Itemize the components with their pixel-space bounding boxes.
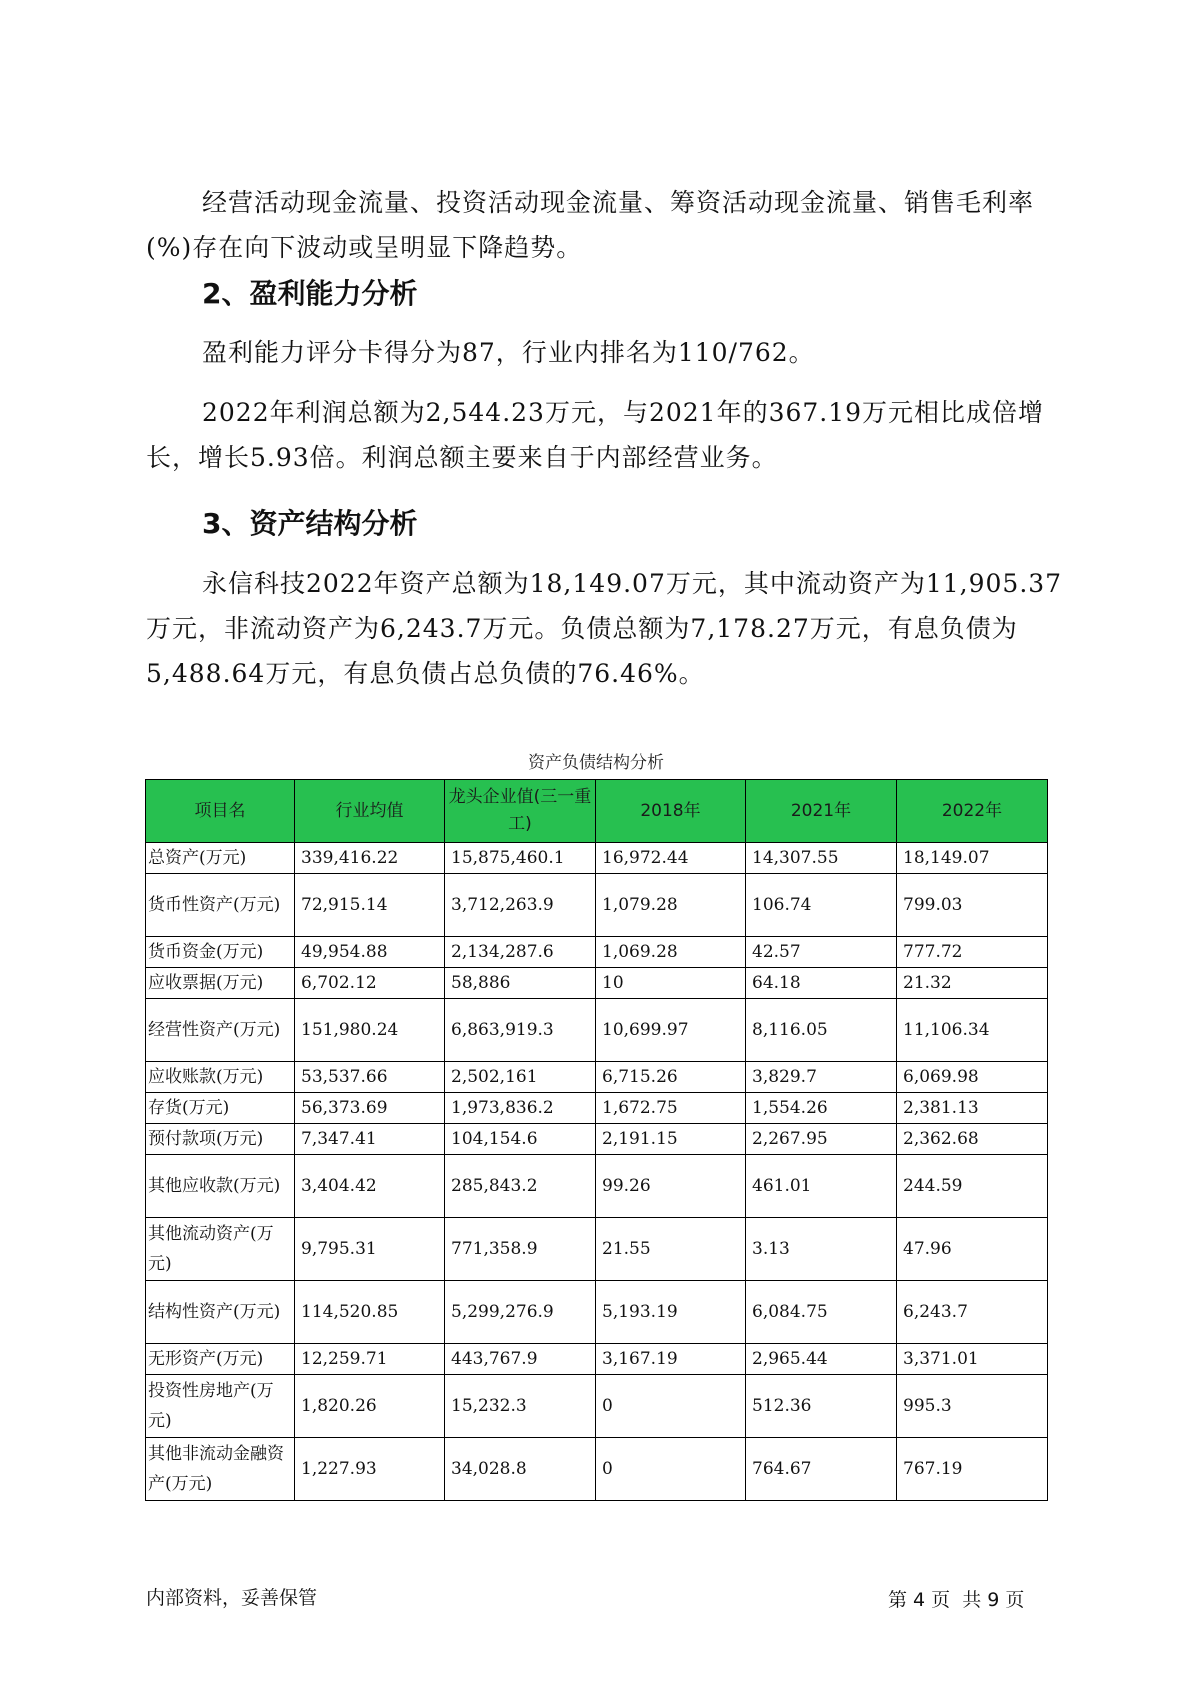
row-label: 其他流动资产(万元)	[146, 1218, 295, 1281]
table-row	[146, 1218, 1048, 1281]
cell-value: 0	[596, 1375, 746, 1438]
cell-value: 47.96	[897, 1218, 1048, 1281]
cell-value: 11,106.34	[897, 999, 1048, 1062]
row-label: 应收账款(万元)	[146, 1062, 295, 1093]
paragraph-score-text: 盈利能力评分卡得分为87，行业内排名为110/762。	[202, 338, 815, 367]
cell-value: 7,347.41	[295, 1124, 445, 1155]
cell-value: 1,672.75	[596, 1093, 746, 1124]
cell-value: 56,373.69	[295, 1093, 445, 1124]
cell-value: 15,232.3	[445, 1375, 596, 1438]
table-row	[146, 1093, 1048, 1124]
cell-value: 106.74	[746, 874, 897, 937]
table-row	[146, 1281, 1048, 1344]
cell-value: 12,259.71	[295, 1344, 445, 1375]
cell-value: 34,028.8	[445, 1438, 596, 1501]
cell-value: 767.19	[897, 1438, 1048, 1501]
table-row	[146, 1062, 1048, 1093]
table-caption: 资产负债结构分析	[528, 753, 664, 773]
cell-value: 1,079.28	[596, 874, 746, 937]
cell-value: 5,193.19	[596, 1281, 746, 1344]
row-label: 货币性资产(万元)	[146, 874, 295, 937]
table-row	[146, 999, 1048, 1062]
paragraph-cashflow-text: 经营活动现金流量、投资活动现金流量、筹资活动现金流量、销售毛利率(%)存在向下波动或呈明显下降趋势。	[146, 188, 1035, 262]
cell-value: 1,973,836.2	[445, 1093, 596, 1124]
cell-value: 58,886	[445, 968, 596, 999]
paragraph-assets	[146, 561, 1066, 696]
section-heading-profitability: 2、盈利能力分析	[202, 277, 418, 310]
footer-confidential-note: 内部资料，妥善保管	[146, 1587, 318, 1609]
cell-value: 14,307.55	[746, 843, 897, 874]
cell-value: 5,299,276.9	[445, 1281, 596, 1344]
cell-value: 777.72	[897, 937, 1048, 968]
cell-value: 16,972.44	[596, 843, 746, 874]
paragraph-profit	[146, 390, 1066, 480]
cell-value: 3.13	[746, 1218, 897, 1281]
cell-value: 72,915.14	[295, 874, 445, 937]
table-row	[146, 968, 1048, 999]
cell-value: 771,358.9	[445, 1218, 596, 1281]
cell-value: 10	[596, 968, 746, 999]
table-row	[146, 874, 1048, 937]
row-label: 投资性房地产(万元)	[146, 1375, 295, 1438]
table-row	[146, 1375, 1048, 1438]
cell-value: 1,820.26	[295, 1375, 445, 1438]
paragraph-profit-text: 2022年利润总额为2,544.23万元，与2021年的367.19万元相比成倍增长，增长5.93倍。利润总额主要来自于内部经营业务。	[146, 398, 1045, 472]
table-row	[146, 1438, 1048, 1501]
cell-value: 3,712,263.9	[445, 874, 596, 937]
table-row	[146, 1344, 1048, 1375]
row-label: 经营性资产(万元)	[146, 999, 295, 1062]
cell-value: 49,954.88	[295, 937, 445, 968]
row-label: 存货(万元)	[146, 1093, 295, 1124]
table-header-row	[146, 780, 1048, 843]
cell-value: 6,084.75	[746, 1281, 897, 1344]
row-label: 预付款项(万元)	[146, 1124, 295, 1155]
cell-value: 53,537.66	[295, 1062, 445, 1093]
cell-value: 6,702.12	[295, 968, 445, 999]
row-label: 应收票据(万元)	[146, 968, 295, 999]
cell-value: 285,843.2	[445, 1155, 596, 1218]
cell-value: 10,699.97	[596, 999, 746, 1062]
cell-value: 114,520.85	[295, 1281, 445, 1344]
cell-value: 2,381.13	[897, 1093, 1048, 1124]
cell-value: 1,554.26	[746, 1093, 897, 1124]
table-row	[146, 1124, 1048, 1155]
cell-value: 2,362.68	[897, 1124, 1048, 1155]
cell-value: 64.18	[746, 968, 897, 999]
cell-value: 3,371.01	[897, 1344, 1048, 1375]
cell-value: 1,069.28	[596, 937, 746, 968]
section-heading-asset-structure: 3、资产结构分析	[202, 507, 418, 540]
row-label: 货币资金(万元)	[146, 937, 295, 968]
header-year-2018: 2018年	[596, 780, 746, 843]
paragraph-score	[146, 330, 1066, 375]
cell-value: 1,227.93	[295, 1438, 445, 1501]
row-label: 其他应收款(万元)	[146, 1155, 295, 1218]
cell-value: 42.57	[746, 937, 897, 968]
header-industry-avg: 行业均值	[295, 780, 445, 843]
cell-value: 6,863,919.3	[445, 999, 596, 1062]
header-item-name: 项目名	[146, 780, 295, 843]
table-row	[146, 1155, 1048, 1218]
cell-value: 2,502,161	[445, 1062, 596, 1093]
table-row	[146, 843, 1048, 874]
cell-value: 244.59	[897, 1155, 1048, 1218]
paragraph-assets-text: 永信科技2022年资产总额为18,149.07万元，其中流动资产为11,905.37万元，非流动资产为6,243.7万元。负债总额为7,178.27万元，有息负债为5,488.64万元，有息负债占总负债的76.46%。	[146, 569, 1063, 688]
cell-value: 764.67	[746, 1438, 897, 1501]
cell-value: 18,149.07	[897, 843, 1048, 874]
table-row	[146, 937, 1048, 968]
cell-value: 339,416.22	[295, 843, 445, 874]
paragraph-cashflow	[146, 180, 1066, 270]
cell-value: 15,875,460.1	[445, 843, 596, 874]
cell-value: 6,715.26	[596, 1062, 746, 1093]
footer-page-number: 第 4 页 共 9 页	[888, 1589, 1025, 1611]
cell-value: 104,154.6	[445, 1124, 596, 1155]
cell-value: 6,243.7	[897, 1281, 1048, 1344]
row-label: 其他非流动金融资产(万元)	[146, 1438, 295, 1501]
cell-value: 21.55	[596, 1218, 746, 1281]
cell-value: 2,191.15	[596, 1124, 746, 1155]
cell-value: 151,980.24	[295, 999, 445, 1062]
row-label: 结构性资产(万元)	[146, 1281, 295, 1344]
cell-value: 2,267.95	[746, 1124, 897, 1155]
cell-value: 2,134,287.6	[445, 937, 596, 968]
cell-value: 995.3	[897, 1375, 1048, 1438]
balance-structure-table	[145, 779, 1048, 1501]
header-year-2021: 2021年	[746, 780, 897, 843]
cell-value: 3,404.42	[295, 1155, 445, 1218]
cell-value: 799.03	[897, 874, 1048, 937]
cell-value: 443,767.9	[445, 1344, 596, 1375]
cell-value: 3,167.19	[596, 1344, 746, 1375]
cell-value: 99.26	[596, 1155, 746, 1218]
cell-value: 512.36	[746, 1375, 897, 1438]
cell-value: 0	[596, 1438, 746, 1501]
cell-value: 21.32	[897, 968, 1048, 999]
cell-value: 3,829.7	[746, 1062, 897, 1093]
cell-value: 9,795.31	[295, 1218, 445, 1281]
cell-value: 2,965.44	[746, 1344, 897, 1375]
header-leader-value: 龙头企业值(三一重工)	[445, 780, 596, 843]
cell-value: 461.01	[746, 1155, 897, 1218]
cell-value: 6,069.98	[897, 1062, 1048, 1093]
row-label: 无形资产(万元)	[146, 1344, 295, 1375]
cell-value: 8,116.05	[746, 999, 897, 1062]
header-year-2022: 2022年	[897, 780, 1048, 843]
row-label: 总资产(万元)	[146, 843, 295, 874]
